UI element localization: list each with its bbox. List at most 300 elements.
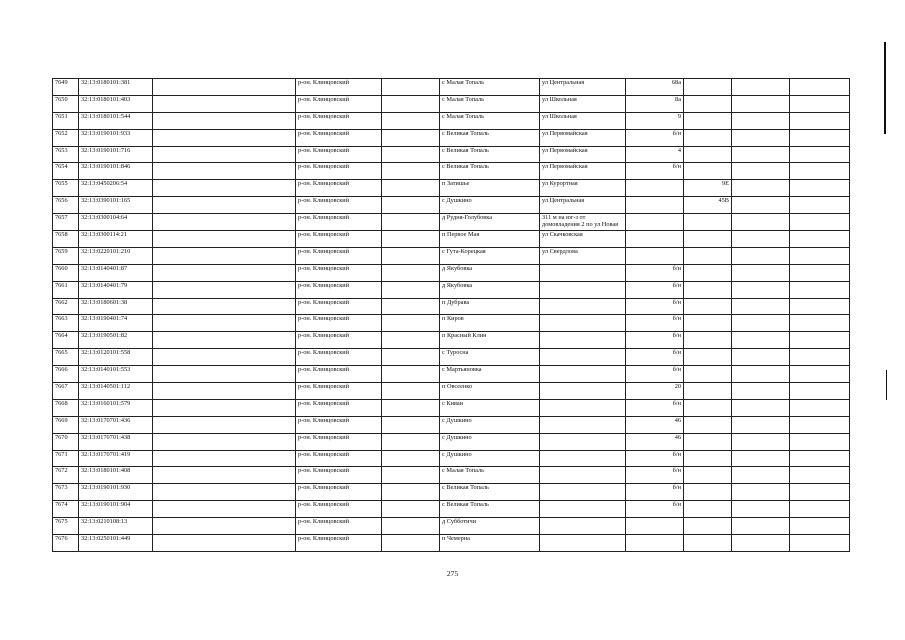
table-row <box>53 535 850 552</box>
row-number: 7650 <box>53 95 79 112</box>
street-cell: ул Курортная <box>540 180 626 197</box>
cadastral-number: 32:13:0190101:933 <box>79 129 153 146</box>
table-row <box>53 399 850 416</box>
cadastral-number: 32:13:0190101:904 <box>79 501 153 518</box>
empty-cell <box>732 214 790 231</box>
empty-cell <box>382 501 440 518</box>
table-row <box>53 298 850 315</box>
empty-cell <box>790 214 850 231</box>
locality-cell: с Малая Топаль <box>440 467 540 484</box>
empty-cell <box>790 315 850 332</box>
locality-cell: с Великая Топаль <box>440 146 540 163</box>
empty-cell <box>153 231 296 248</box>
empty-cell <box>153 214 296 231</box>
empty-cell <box>790 95 850 112</box>
district-cell: р-он. Клинцовский <box>296 264 382 281</box>
district-cell: р-он. Клинцовский <box>296 399 382 416</box>
cadastral-number: 32:13:0140401:79 <box>79 281 153 298</box>
empty-cell <box>732 146 790 163</box>
table-row <box>53 315 850 332</box>
cadastral-number: 32:13:0450206:54 <box>79 180 153 197</box>
row-number: 7667 <box>53 383 79 400</box>
empty-cell <box>732 383 790 400</box>
street-cell: ул Первомайская <box>540 146 626 163</box>
cadastral-number: 32:13:0170701:438 <box>79 433 153 450</box>
row-number: 7672 <box>53 467 79 484</box>
empty-cell <box>732 501 790 518</box>
empty-cell <box>790 518 850 535</box>
building-number-cell <box>684 467 732 484</box>
empty-cell <box>790 231 850 248</box>
empty-cell <box>732 484 790 501</box>
empty-cell <box>790 197 850 214</box>
house-number-cell: 20 <box>626 383 684 400</box>
locality-cell: с Киваи <box>440 399 540 416</box>
building-number-cell <box>684 146 732 163</box>
table-row <box>53 197 850 214</box>
empty-cell <box>382 231 440 248</box>
empty-cell <box>732 399 790 416</box>
row-number: 7674 <box>53 501 79 518</box>
locality-cell: с Малая Топаль <box>440 79 540 96</box>
row-number: 7675 <box>53 518 79 535</box>
house-number-cell: б/н <box>626 163 684 180</box>
street-cell <box>540 349 626 366</box>
empty-cell <box>790 383 850 400</box>
district-cell: р-он. Клинцовский <box>296 433 382 450</box>
building-number-cell <box>684 315 732 332</box>
street-cell: ул Школьная <box>540 112 626 129</box>
house-number-cell: 8а <box>626 95 684 112</box>
building-number-cell <box>684 79 732 96</box>
cadastral-number: 32:13:0140101:553 <box>79 366 153 383</box>
empty-cell <box>382 214 440 231</box>
table-row <box>53 501 850 518</box>
house-number-cell: 9 <box>626 112 684 129</box>
house-number-cell: 46 <box>626 416 684 433</box>
table-row <box>53 433 850 450</box>
cadastral-number: 32:13:0300114:21 <box>79 231 153 248</box>
empty-cell <box>153 416 296 433</box>
empty-cell <box>732 298 790 315</box>
empty-cell <box>790 535 850 552</box>
empty-cell <box>382 180 440 197</box>
house-number-cell: б/н <box>626 450 684 467</box>
empty-cell <box>790 79 850 96</box>
row-number: 7658 <box>53 231 79 248</box>
empty-cell <box>153 146 296 163</box>
empty-cell <box>790 180 850 197</box>
locality-cell: д Якубовка <box>440 281 540 298</box>
district-cell: р-он. Клинцовский <box>296 416 382 433</box>
house-number-cell <box>626 197 684 214</box>
row-number: 7657 <box>53 214 79 231</box>
row-number: 7671 <box>53 450 79 467</box>
cadastral-number: 32:13:0180101:408 <box>79 467 153 484</box>
house-number-cell: 4 <box>626 146 684 163</box>
locality-cell: д Субботичи <box>440 518 540 535</box>
district-cell: р-он. Клинцовский <box>296 231 382 248</box>
locality-cell: с Душкино <box>440 450 540 467</box>
house-number-cell <box>626 535 684 552</box>
empty-cell <box>790 298 850 315</box>
cadastral-number: 32:13:0170701:419 <box>79 450 153 467</box>
locality-cell: п Красный Клин <box>440 332 540 349</box>
house-number-cell: б/н <box>626 366 684 383</box>
scan-edge-mark <box>884 42 886 134</box>
locality-cell: с Великая Топаль <box>440 129 540 146</box>
locality-cell: д Якубовка <box>440 264 540 281</box>
district-cell: р-он. Клинцовский <box>296 501 382 518</box>
empty-cell <box>732 518 790 535</box>
building-number-cell <box>684 214 732 231</box>
cadastral-number: 32:13:0190101:846 <box>79 163 153 180</box>
table-row <box>53 450 850 467</box>
row-number: 7666 <box>53 366 79 383</box>
street-cell <box>540 315 626 332</box>
building-number-cell <box>684 247 732 264</box>
cadastral-number: 32:13:0220101:210 <box>79 247 153 264</box>
building-number-cell <box>684 383 732 400</box>
register-rows <box>53 79 850 552</box>
street-cell: ул Первомайская <box>540 163 626 180</box>
empty-cell <box>382 535 440 552</box>
cadastral-number: 32:13:0180601:38 <box>79 298 153 315</box>
locality-cell: с Великая Топаль <box>440 484 540 501</box>
row-number: 7652 <box>53 129 79 146</box>
table-row <box>53 95 850 112</box>
empty-cell <box>382 281 440 298</box>
row-number: 7673 <box>53 484 79 501</box>
locality-cell: с Малая Топаль <box>440 112 540 129</box>
district-cell: р-он. Клинцовский <box>296 281 382 298</box>
district-cell: р-он. Клинцовский <box>296 79 382 96</box>
empty-cell <box>153 298 296 315</box>
empty-cell <box>732 315 790 332</box>
empty-cell <box>153 180 296 197</box>
street-cell: ул Школьная <box>540 95 626 112</box>
cadastral-number: 32:13:0180101:403 <box>79 95 153 112</box>
register-table <box>52 78 850 552</box>
cadastral-number: 32:13:0390101:165 <box>79 197 153 214</box>
empty-cell <box>790 349 850 366</box>
row-number: 7663 <box>53 315 79 332</box>
street-cell: ул Первомайская <box>540 129 626 146</box>
empty-cell <box>153 163 296 180</box>
house-number-cell: б/н <box>626 281 684 298</box>
empty-cell <box>732 95 790 112</box>
building-number-cell <box>684 366 732 383</box>
table-row <box>53 112 850 129</box>
empty-cell <box>790 467 850 484</box>
empty-cell <box>732 231 790 248</box>
street-cell <box>540 450 626 467</box>
cadastral-number: 32:13:0120101:558 <box>79 349 153 366</box>
district-cell: р-он. Клинцовский <box>296 298 382 315</box>
empty-cell <box>153 518 296 535</box>
empty-cell <box>732 129 790 146</box>
house-number-cell: б/н <box>626 484 684 501</box>
table-row <box>53 518 850 535</box>
page-number: 275 <box>446 569 459 578</box>
empty-cell <box>790 416 850 433</box>
row-number: 7668 <box>53 399 79 416</box>
empty-cell <box>732 332 790 349</box>
house-number-cell: б/н <box>626 315 684 332</box>
empty-cell <box>382 247 440 264</box>
empty-cell <box>790 163 850 180</box>
empty-cell <box>790 501 850 518</box>
empty-cell <box>382 433 440 450</box>
house-number-cell: б/н <box>626 332 684 349</box>
building-number-cell <box>684 349 732 366</box>
empty-cell <box>153 467 296 484</box>
locality-cell: с Великая Топаль <box>440 501 540 518</box>
locality-cell: п Затишье <box>440 180 540 197</box>
empty-cell <box>153 129 296 146</box>
empty-cell <box>732 535 790 552</box>
empty-cell <box>153 79 296 96</box>
street-cell: ул Свердлова <box>540 247 626 264</box>
row-number: 7649 <box>53 79 79 96</box>
locality-cell: п Первое Мая <box>440 231 540 248</box>
house-number-cell: б/н <box>626 298 684 315</box>
locality-cell: с Туросна <box>440 349 540 366</box>
row-number: 7653 <box>53 146 79 163</box>
empty-cell <box>382 163 440 180</box>
scan-edge-mark <box>886 370 887 400</box>
house-number-cell: б/н <box>626 501 684 518</box>
table-row <box>53 366 850 383</box>
empty-cell <box>732 366 790 383</box>
table-row <box>53 332 850 349</box>
row-number: 7664 <box>53 332 79 349</box>
cadastral-number: 32:13:0190101:930 <box>79 484 153 501</box>
empty-cell <box>732 416 790 433</box>
table-row <box>53 146 850 163</box>
cadastral-number: 32:13:0210108:13 <box>79 518 153 535</box>
district-cell: р-он. Клинцовский <box>296 332 382 349</box>
building-number-cell <box>684 332 732 349</box>
empty-cell <box>382 416 440 433</box>
cadastral-number: 32:13:0180101:381 <box>79 79 153 96</box>
empty-cell <box>153 450 296 467</box>
empty-cell <box>153 349 296 366</box>
table-row <box>53 416 850 433</box>
house-number-cell: б/н <box>626 467 684 484</box>
street-cell <box>540 332 626 349</box>
row-number: 7670 <box>53 433 79 450</box>
empty-cell <box>382 264 440 281</box>
house-number-cell: б/н <box>626 349 684 366</box>
row-number: 7656 <box>53 197 79 214</box>
locality-cell: п Дубрава <box>440 298 540 315</box>
row-number: 7676 <box>53 535 79 552</box>
district-cell: р-он. Клинцовский <box>296 112 382 129</box>
empty-cell <box>153 383 296 400</box>
empty-cell <box>790 450 850 467</box>
row-number: 7661 <box>53 281 79 298</box>
district-cell: р-он. Клинцовский <box>296 95 382 112</box>
empty-cell <box>790 332 850 349</box>
locality-cell: с Душкино <box>440 433 540 450</box>
empty-cell <box>382 332 440 349</box>
locality-cell: с Душкино <box>440 197 540 214</box>
district-cell: р-он. Клинцовский <box>296 518 382 535</box>
street-cell <box>540 484 626 501</box>
empty-cell <box>732 247 790 264</box>
table-row <box>53 129 850 146</box>
empty-cell <box>382 298 440 315</box>
locality-cell: с Великая Топаль <box>440 163 540 180</box>
locality-cell: п Овсеенко <box>440 383 540 400</box>
empty-cell <box>790 484 850 501</box>
cadastral-number: 32:13:0190101:716 <box>79 146 153 163</box>
empty-cell <box>382 467 440 484</box>
empty-cell <box>790 264 850 281</box>
district-cell: р-он. Клинцовский <box>296 467 382 484</box>
empty-cell <box>153 247 296 264</box>
house-number-cell <box>626 247 684 264</box>
empty-cell <box>790 281 850 298</box>
empty-cell <box>732 79 790 96</box>
district-cell: р-он. Клинцовский <box>296 450 382 467</box>
row-number: 7654 <box>53 163 79 180</box>
building-number-cell: 9Е <box>684 180 732 197</box>
table-row <box>53 349 850 366</box>
empty-cell <box>382 484 440 501</box>
building-number-cell <box>684 298 732 315</box>
table-row <box>53 214 850 231</box>
building-number-cell <box>684 95 732 112</box>
locality-cell: п Киров <box>440 315 540 332</box>
empty-cell <box>732 112 790 129</box>
cadastral-number: 32:13:0140501:112 <box>79 383 153 400</box>
empty-cell <box>382 146 440 163</box>
empty-cell <box>153 197 296 214</box>
district-cell: р-он. Клинцовский <box>296 197 382 214</box>
building-number-cell <box>684 112 732 129</box>
row-number: 7655 <box>53 180 79 197</box>
empty-cell <box>732 467 790 484</box>
table-row <box>53 247 850 264</box>
street-cell <box>540 535 626 552</box>
street-cell: ул Скачковская <box>540 231 626 248</box>
house-number-cell <box>626 214 684 231</box>
empty-cell <box>732 450 790 467</box>
empty-cell <box>732 197 790 214</box>
empty-cell <box>790 433 850 450</box>
empty-cell <box>790 112 850 129</box>
table-row <box>53 180 850 197</box>
cadastral-number: 32:13:0160101:579 <box>79 399 153 416</box>
row-number: 7651 <box>53 112 79 129</box>
row-number: 7662 <box>53 298 79 315</box>
building-number-cell: 45В <box>684 197 732 214</box>
empty-cell <box>732 163 790 180</box>
cadastral-number: 32:13:0170701:436 <box>79 416 153 433</box>
locality-cell: с Малая Топаль <box>440 95 540 112</box>
locality-cell: п Чемерна <box>440 535 540 552</box>
empty-cell <box>153 315 296 332</box>
table-row <box>53 79 850 96</box>
empty-cell <box>153 332 296 349</box>
empty-cell <box>153 399 296 416</box>
house-number-cell <box>626 231 684 248</box>
district-cell: р-он. Клинцовский <box>296 349 382 366</box>
district-cell: р-он. Клинцовский <box>296 129 382 146</box>
empty-cell <box>153 484 296 501</box>
empty-cell <box>153 366 296 383</box>
empty-cell <box>732 281 790 298</box>
empty-cell <box>382 518 440 535</box>
street-cell <box>540 501 626 518</box>
empty-cell <box>153 112 296 129</box>
district-cell: р-он. Клинцовский <box>296 247 382 264</box>
empty-cell <box>382 366 440 383</box>
building-number-cell <box>684 399 732 416</box>
empty-cell <box>382 197 440 214</box>
locality-cell: д Рудня-Голубовка <box>440 214 540 231</box>
street-cell: 311 м на юг-з от домовладения 2 по ул Новая <box>540 214 626 231</box>
building-number-cell <box>684 163 732 180</box>
empty-cell <box>382 95 440 112</box>
street-cell <box>540 366 626 383</box>
district-cell: р-он. Клинцовский <box>296 146 382 163</box>
street-cell <box>540 298 626 315</box>
empty-cell <box>732 180 790 197</box>
house-number-cell: б/н <box>626 399 684 416</box>
building-number-cell <box>684 501 732 518</box>
locality-cell: с Гута-Корецкая <box>440 247 540 264</box>
table-row <box>53 484 850 501</box>
empty-cell <box>790 366 850 383</box>
empty-cell <box>790 146 850 163</box>
building-number-cell <box>684 129 732 146</box>
empty-cell <box>153 264 296 281</box>
row-number: 7669 <box>53 416 79 433</box>
table-row <box>53 231 850 248</box>
empty-cell <box>790 399 850 416</box>
street-cell <box>540 281 626 298</box>
row-number: 7665 <box>53 349 79 366</box>
row-number: 7660 <box>53 264 79 281</box>
empty-cell <box>732 264 790 281</box>
empty-cell <box>382 349 440 366</box>
house-number-cell: б/н <box>626 264 684 281</box>
empty-cell <box>382 129 440 146</box>
locality-cell: с Мартьяновка <box>440 366 540 383</box>
street-cell <box>540 399 626 416</box>
cadastral-number: 32:13:0140401:87 <box>79 264 153 281</box>
building-number-cell <box>684 264 732 281</box>
cadastral-number: 32:13:0180101:544 <box>79 112 153 129</box>
district-cell: р-он. Клинцовский <box>296 484 382 501</box>
district-cell: р-он. Клинцовский <box>296 366 382 383</box>
building-number-cell <box>684 535 732 552</box>
table-row <box>53 383 850 400</box>
street-cell <box>540 433 626 450</box>
table-row <box>53 281 850 298</box>
empty-cell <box>153 501 296 518</box>
cadastral-number: 32:13:0300104:64 <box>79 214 153 231</box>
street-cell <box>540 416 626 433</box>
empty-cell <box>153 281 296 298</box>
empty-cell <box>153 95 296 112</box>
cadastral-number: 32:13:0190501:82 <box>79 332 153 349</box>
empty-cell <box>382 383 440 400</box>
house-number-cell: 46 <box>626 433 684 450</box>
